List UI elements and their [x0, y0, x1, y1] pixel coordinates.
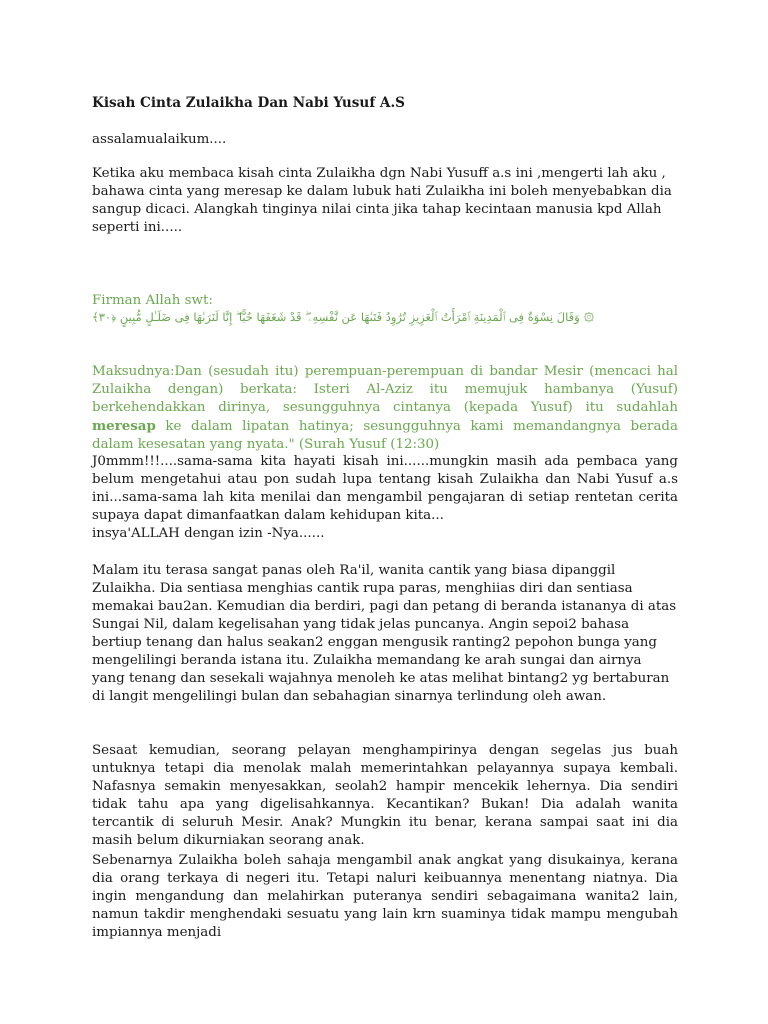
- translation-highlight: meresap: [92, 418, 156, 434]
- story-paragraph-night: Malam itu terasa sangat panas oleh Ra'il, wanita cantik yang biasa dipanggil Zulaikha. Dia sentiasa menghias cantik rupa paras, menghiias diri dan sentiasa memakai bau2an. Kemudian dia berdiri, pagi dan petang di beranda istananya di atas Sungai Nil, dalam kegelisahan yang tidak jelas puncanya. Angin sepoi2 bahasa bertiup tenang dan halus seakan2 enggan mengusik ranting2 pepohon bunga yang mengelilingi beranda istana itu. Zulaikha memandang ke arah sungai dan airnya yang tenang dan sesekali wajahnya menoleh ke atas melihat bintang2 yg bertaburan di langit mengelilingi bulan dan sebahagian sinarnya terlindung oleh awan.: [92, 563, 677, 704]
- document-title: Kisah Cinta Zulaikha Dan Nabi Yusuf A.S: [92, 95, 405, 111]
- greeting-text: assalamualaikum....: [92, 132, 227, 147]
- translation-text-before: Maksudnya:Dan (sesudah itu) perempuan-perempuan di bandar Mesir (mencaci hal Zulaikha dengan) berkata: Isteri Al-Aziz itu memujuk hambanya (Yusuf) berkehendakkan dirinya, sesungguhnya cintanya (kepada Yusuf) itu sudahlah: [92, 364, 678, 415]
- story-paragraph-moment: Sesaat kemudian, seorang pelayan menghampirinya dengan segelas jus buah untuknya tetapi dia menolak malah memerintahkan pelayannya supaya kembali. Nafasnya semakin menyesakkan, seolah2 hampir mencekik lehernya. Dia sendiri tidak tahu apa yang digelisahkannya. Kecantikan? Bukan! Dia adalah wanita tercantik di seluruh Mesir. Anak? Mungkin itu benar, kerana sampai saat ini dia masih belum dikurniakan seorang anak.: [92, 743, 678, 848]
- translation-text-after: ke dalam lipatan hatinya; sesungguhnya kami memandangnya berada dalam kesesatan yang nyata." (Surah Yusuf (12:30): [92, 419, 678, 452]
- arabic-verse: ۞ وَقَالَ نِسْوَةٌ فِى ٱلْمَدِينَةِ ٱمْرَأَتُ ٱلْعَزِيزِ تُرَٰوِدُ فَتَىٰهَا عَن نَّفْسِهِۦ ۖ قَدْ شَغَفَهَا حُبًّا ۖ إِنَّا لَنَرَىٰهَا فِى ضَلَـٰلٍ مُّبِينٍ ﴿٣٠﴾: [92, 310, 595, 324]
- story-paragraph-actually: Sebenarnya Zulaikha boleh sahaja mengambil anak angkat yang disukainya, kerana dia orang terkaya di negeri itu. Tetapi naluri keibuannya menentang niatnya. Dia ingin mengandung dan melahirkan puteranya sendiri sebagaimana wanita2 lain, namun takdir menghendaki sesuatu yang lain krn suaminya tidak mampu mengubah impiannya menjadi: [92, 853, 678, 940]
- invitation-line-insyaallah: insya'ALLAH dengan izin -Nya......: [92, 526, 325, 541]
- invitation-line-main: J0mmm!!!....sama-sama kita hayati kisah ini......mungkin masih ada pembaca yang belum mengetahui atau pon sudah lupa tentang kisah Zulaikha dan Nabi Yusuf a.s ini...sama-sama lah kita menilai dan mengambil pengajaran di setiap rentetan cerita supaya dapat dimanfaatkan dalam kehidupan kita...: [92, 454, 678, 523]
- intro-paragraph: Ketika aku membaca kisah cinta Zulaikha dgn Nabi Yusuff a.s ini ,mengerti lah aku , bahawa cinta yang meresap ke dalam lubuk hati Zulaikha ini boleh menyebabkan dia sangup dicaci. Alangkah tinginya nilai cinta jika tahap kecintaan manusia kpd Allah seperti ini.....: [92, 166, 672, 235]
- translation-paragraph: [92, 363, 678, 454]
- invitation-paragraph: [92, 453, 678, 543]
- firman-label: Firman Allah swt:: [92, 293, 213, 308]
